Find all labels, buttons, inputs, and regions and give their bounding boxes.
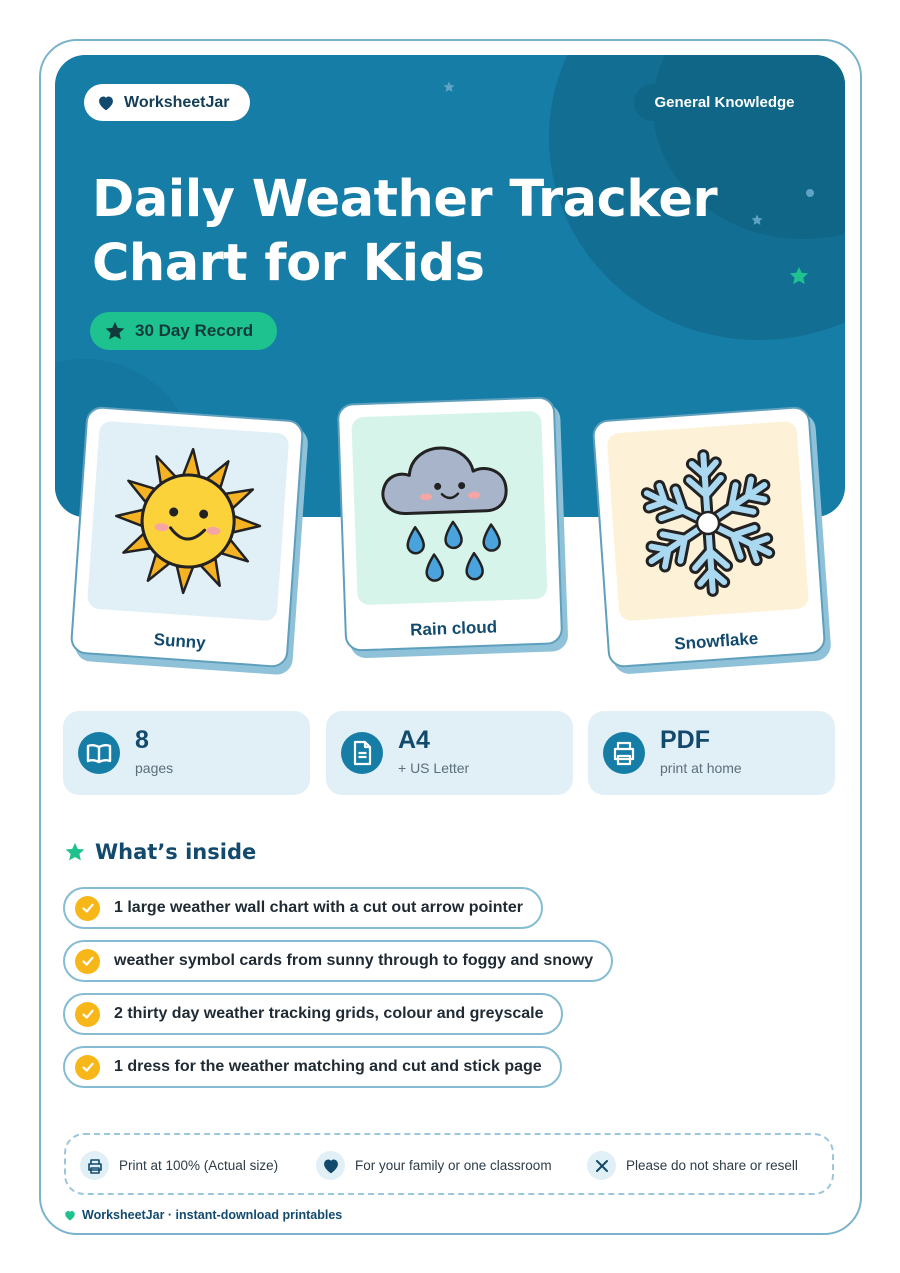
sun-icon xyxy=(87,421,290,622)
rain-cloud-icon xyxy=(351,411,547,606)
list-item-text: 1 dress for the weather matching and cut and stick page xyxy=(114,1058,542,1075)
page-title xyxy=(92,168,812,296)
sparkle-star-icon xyxy=(443,81,455,93)
stat-pages xyxy=(63,711,310,795)
note-license xyxy=(316,1151,552,1180)
list-item-text: 1 large weather wall chart with a cut out arrow pointer xyxy=(114,899,523,916)
list-item xyxy=(63,1046,562,1088)
card-rain-cloud xyxy=(337,396,564,651)
stat-value: A4 xyxy=(398,726,430,754)
stat-format xyxy=(588,711,835,795)
list-item-text: 2 thirty day weather tracking grids, colour and greyscale xyxy=(114,1005,544,1022)
check-icon xyxy=(75,1055,100,1080)
star-icon xyxy=(64,841,86,863)
card-snowflake xyxy=(592,406,827,669)
check-icon xyxy=(75,949,100,974)
close-icon xyxy=(587,1151,616,1180)
footer xyxy=(64,1208,342,1222)
card-label: Snowflake xyxy=(673,628,759,654)
brand-name: WorksheetJar xyxy=(124,93,230,111)
snowflake-icon xyxy=(607,421,810,622)
stat-caption: pages xyxy=(135,760,174,776)
record-badge-label: 30 Day Record xyxy=(135,321,254,340)
card-face xyxy=(337,396,564,651)
usage-notes xyxy=(64,1133,834,1195)
document-icon xyxy=(341,732,383,774)
note-text: Print at 100% (Actual size) xyxy=(119,1158,279,1173)
check-icon xyxy=(75,896,100,921)
card-face xyxy=(70,406,305,669)
heart-icon xyxy=(64,1210,76,1221)
stat-value: PDF xyxy=(660,726,710,754)
list-item xyxy=(63,993,563,1035)
list-item xyxy=(63,887,543,929)
section-heading xyxy=(64,840,256,864)
book-icon xyxy=(78,732,120,774)
card-face xyxy=(592,406,827,669)
card-art-panel xyxy=(87,421,290,622)
note-no-share xyxy=(587,1151,798,1180)
category-badge: General Knowledge xyxy=(634,84,815,121)
card-art-panel xyxy=(607,421,810,622)
heart-icon xyxy=(97,95,115,111)
printer-icon xyxy=(80,1151,109,1180)
record-badge xyxy=(90,312,277,350)
stat-paper-size xyxy=(326,711,573,795)
note-text: For your family or one classroom xyxy=(355,1158,552,1173)
stat-caption: print at home xyxy=(660,760,742,776)
check-icon xyxy=(75,1002,100,1027)
title-line-2: Chart for Kids xyxy=(92,234,485,293)
stat-caption: + US Letter xyxy=(398,760,470,776)
title-line-1: Daily Weather Tracker xyxy=(92,170,718,229)
card-art-panel xyxy=(351,411,547,606)
note-print xyxy=(80,1151,278,1180)
list-item-text: weather symbol cards from sunny through to foggy and snowy xyxy=(114,952,594,969)
note-text: Please do not share or resell xyxy=(626,1158,798,1173)
printer-icon xyxy=(603,732,645,774)
card-label: Sunny xyxy=(153,629,207,653)
stat-value: 8 xyxy=(135,726,149,754)
star-icon xyxy=(104,320,126,342)
list-item xyxy=(63,940,613,982)
brand-pill xyxy=(84,84,250,121)
section-title: What’s inside xyxy=(95,840,257,864)
heart-icon xyxy=(316,1151,345,1180)
card-label: Rain cloud xyxy=(409,617,498,640)
card-sunny xyxy=(70,406,305,669)
footer-text: WorksheetJar · instant-download printables xyxy=(82,1208,343,1222)
